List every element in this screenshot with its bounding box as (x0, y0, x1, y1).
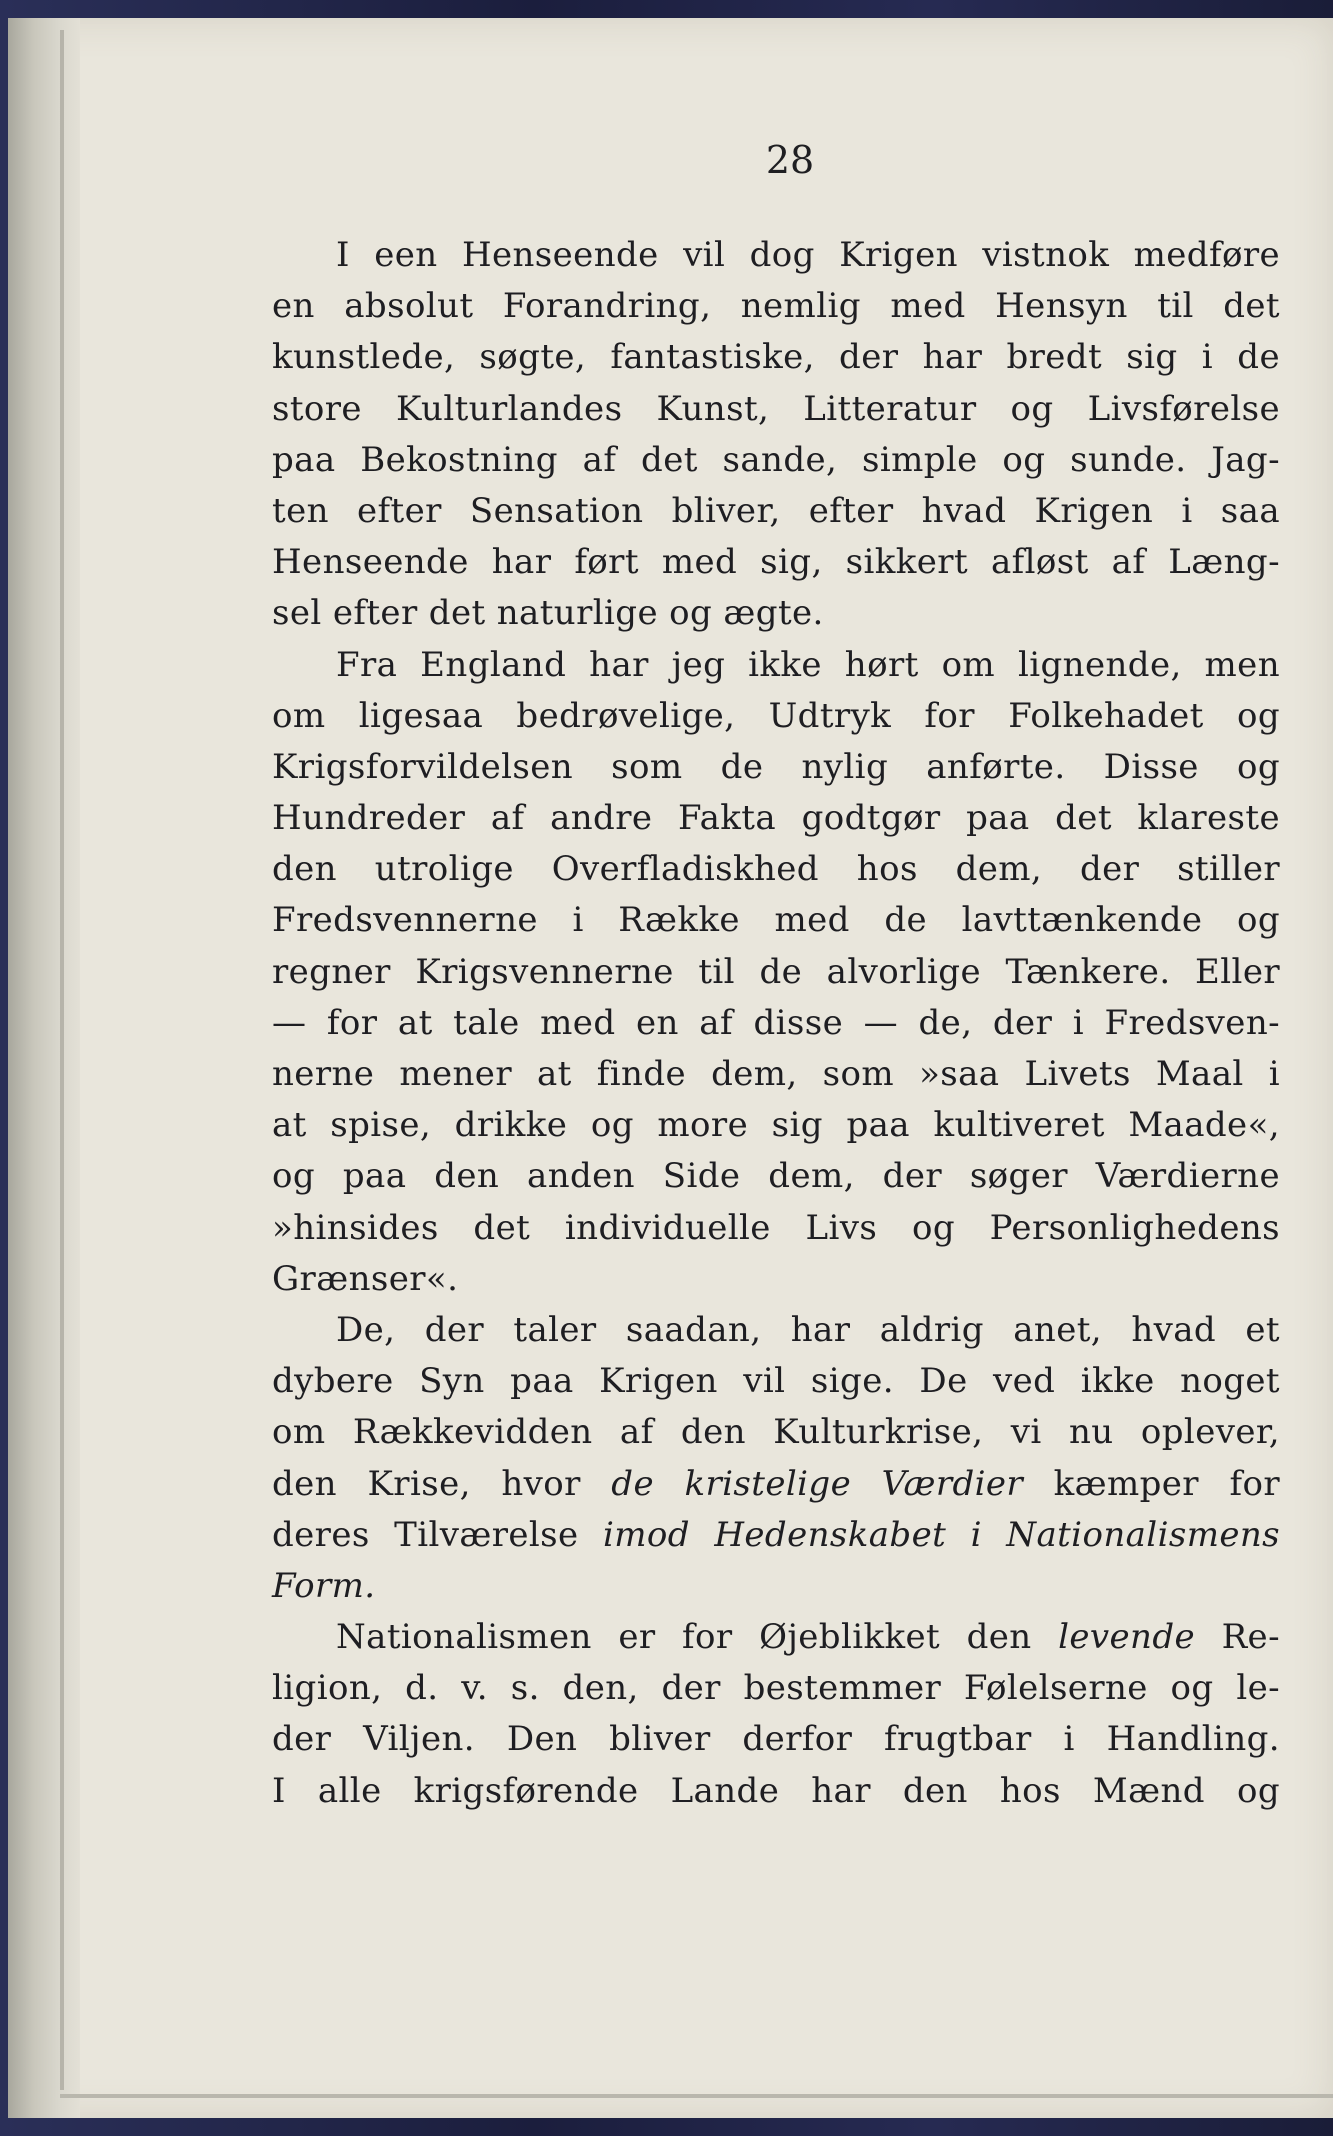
text-line: »hinsides det individuelle Livs og Personlighedens (272, 1207, 1280, 1248)
text-line: Form. (272, 1565, 376, 1606)
text-line: Fredsvennerne i Række med de lavttænkende og (272, 900, 1280, 941)
text-segment: Nationalismen er for Øjeblikket den (336, 1617, 1032, 1658)
text-line: ten efter Sensation bliver, efter hvad Krigen i saa (272, 490, 1280, 531)
text-line: en absolut Forandring, nemlig med Hensyn til det (272, 286, 1280, 327)
italic-phrase: levende (1058, 1617, 1196, 1658)
text-line: Grænser«. (272, 1258, 459, 1299)
text-line: Fra England har jeg ikke hørt om lignende, men (336, 644, 1280, 685)
text-line: Hundreder af andre Fakta godtgør paa det klareste (272, 798, 1280, 839)
text-line: om ligesaa bedrøvelige, Udtryk for Folkehadet og (272, 695, 1280, 736)
page-gutter (8, 18, 80, 2118)
text-line: Krigsforvildelsen som de nylig anførte. Disse og (272, 746, 1280, 787)
text-line: De, der taler saadan, har aldrig anet, hvad et (336, 1309, 1280, 1350)
text-line (272, 1459, 1280, 1510)
italic-phrase: imod Hedenskabet i Nationalismens (602, 1514, 1280, 1555)
text-line: at spise, drikke og more sig paa kultiveret Maade«, (272, 1105, 1280, 1146)
binding-line (60, 30, 64, 2090)
text-line: Henseende har ført med sig, sikkert afløst af Læng- (272, 542, 1280, 583)
text-line (272, 1510, 1280, 1561)
text-segment: kæmper for (1053, 1463, 1280, 1504)
page-number: 28 (765, 138, 815, 182)
text-line: ligion, d. v. s. den, der bestemmer Følelserne og le- (272, 1668, 1280, 1709)
text-segment: Re- (1221, 1617, 1280, 1658)
text-line: der Viljen. Den bliver derfor frugtbar i Handling. (272, 1719, 1280, 1760)
text-line: sel efter det naturlige og ægte. (272, 593, 824, 634)
page-bottom-edge (60, 2094, 1333, 2098)
text-line: store Kulturlandes Kunst, Litteratur og Livsførelse (272, 388, 1280, 429)
text-segment: deres Tilværelse (272, 1514, 579, 1555)
text-line: den utrolige Overfladiskhed hos dem, der stiller (272, 849, 1280, 890)
text-line: I een Henseende vil dog Krigen vistnok medføre (336, 235, 1280, 275)
text-line: og paa den anden Side dem, der søger Værdierne (272, 1156, 1280, 1197)
text-line: dybere Syn paa Krigen vil sige. De ved ikke noget (272, 1361, 1280, 1402)
text-line (272, 1612, 1280, 1663)
text-line: om Rækkevidden af den Kulturkrise, vi nu oplever, (272, 1412, 1280, 1453)
text-line: nerne mener at finde dem, som »saa Livets Maal i (272, 1054, 1280, 1094)
text-line: I alle krigsførende Lande har den hos Mænd og (272, 1770, 1280, 1811)
text-line: kunstlede, søgte, fantastiske, der har bredt sig i de (272, 337, 1280, 378)
text-line: regner Krigsvennerne til de alvorlige Tænkere. Eller (272, 951, 1280, 992)
text-line: paa Bekostning af det sande, simple og sunde. Jag- (272, 439, 1280, 480)
body-text (272, 230, 1280, 1817)
text-line: — for at tale med en af disse — de, der i Fredsven- (272, 1002, 1280, 1043)
italic-phrase: de kristelige Værdier (611, 1463, 1024, 1504)
text-segment: den Krise, hvor (272, 1463, 581, 1504)
